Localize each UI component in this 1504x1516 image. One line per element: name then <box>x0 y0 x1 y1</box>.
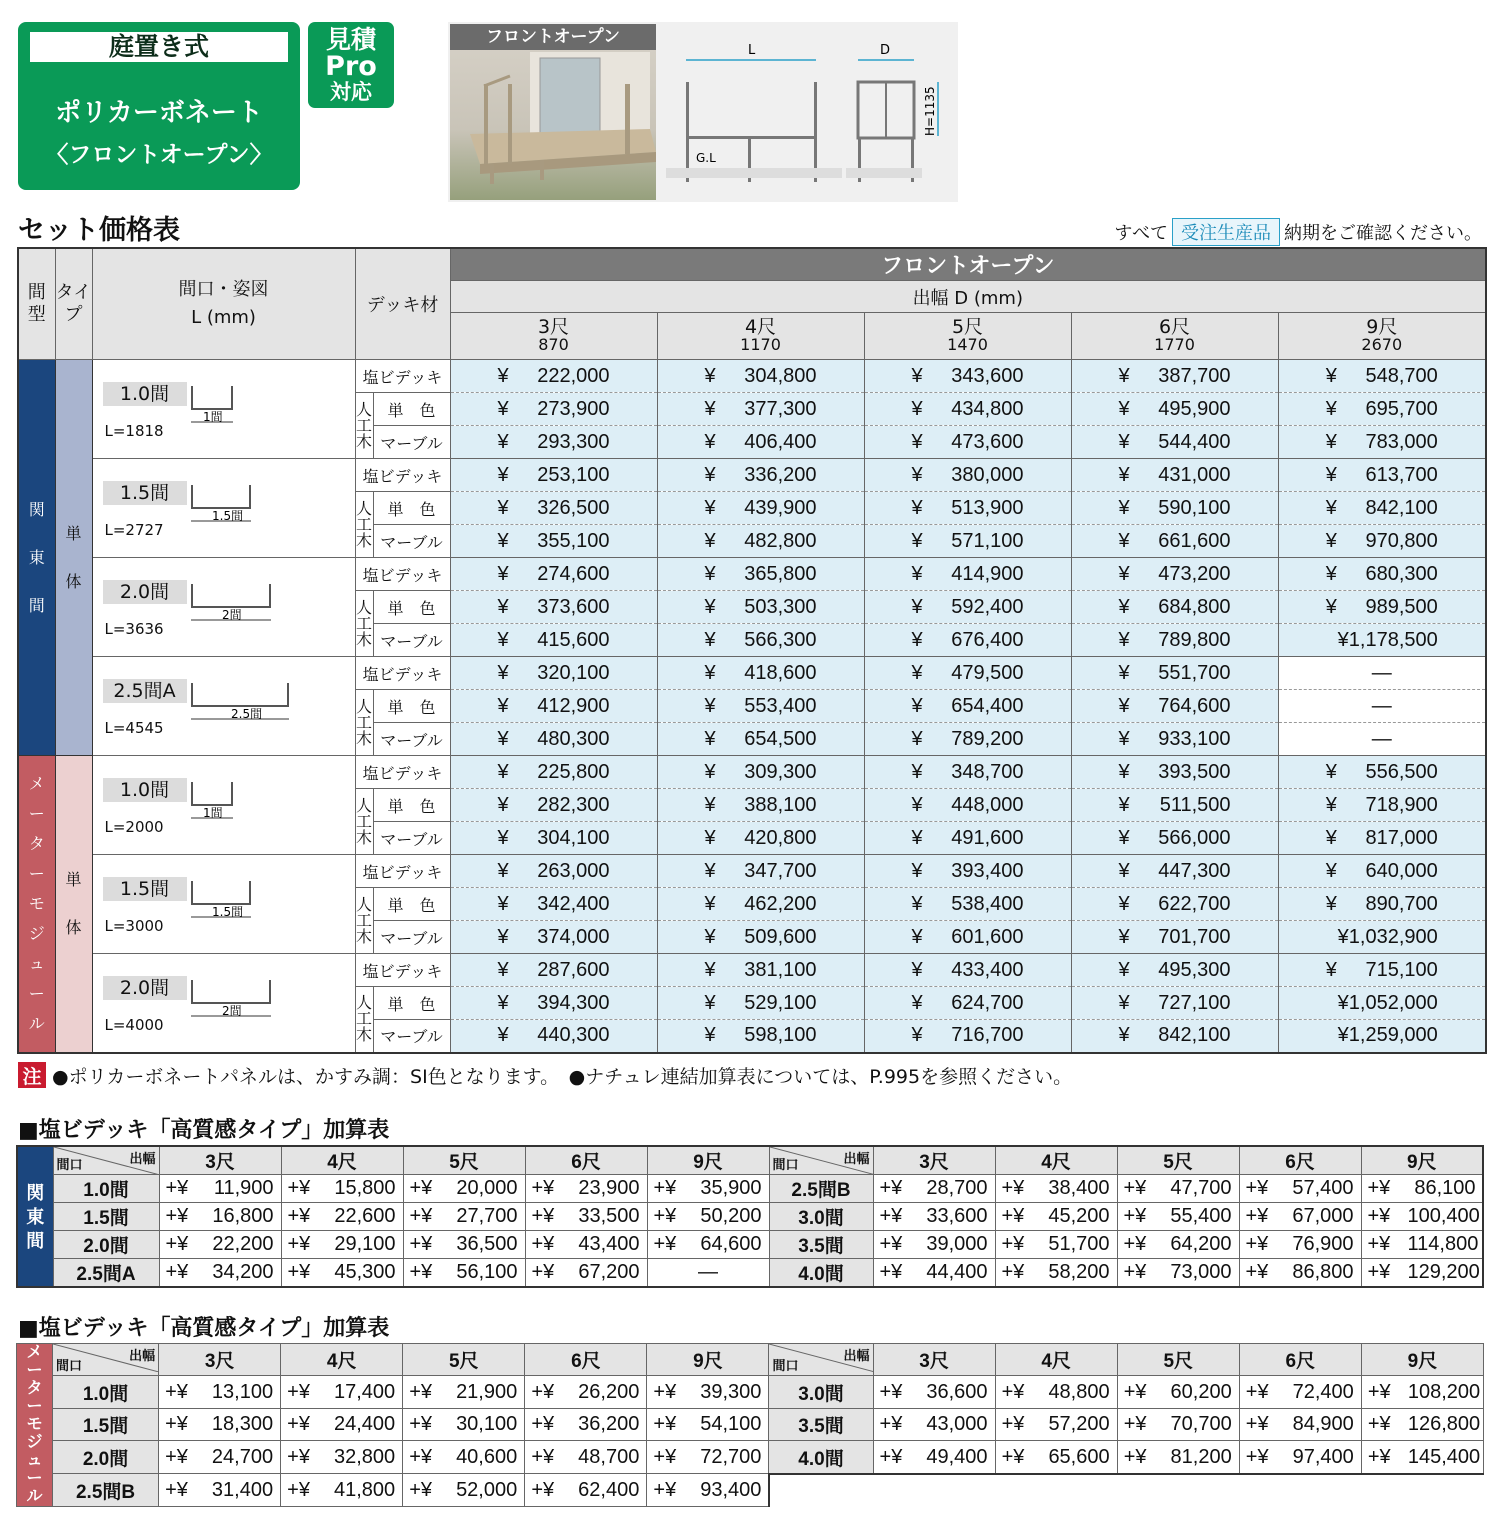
price-cell: ¥ 701,700 <box>1071 921 1278 954</box>
add-table-2-title: ■塩ビデッキ「高質感タイプ」加算表 <box>18 1316 390 1341</box>
add-table-kanto: 関 東 間 出幅 間口 3尺 4尺 5尺 6尺 9尺 出幅 間口 3尺 4尺 5尺 6尺 9尺 1.0間 +¥ 11,900 +¥ 15,800 +¥ 20,000 +¥ 23,900 +¥ 35,900 2.5間B +¥ 28,700 +¥ 38,400 +¥ 47,700 +¥ 57,400 +¥ 86,100 1.5間 +¥ 16,800 +¥ 22,600 +¥ 27,700 +¥ 33,500 +¥ 50,200 3.0間 +¥ 33,600 +¥ 45,200 +¥ 55,400 +¥ 67,000 +¥ 100,400 2.0間 +¥ 22,200 +¥ 29,100 +¥ 36,500 +¥ 43,400 +¥ 64,600 3.5間 +¥ 39,000 +¥ 51,700 +¥ 64,200 +¥ 76,900 +¥ 114,800 2.5間A +¥ 34,200 +¥ 45,300 +¥ 56,100 +¥ 67,200 — 4.0間 +¥ 44,400 +¥ 58,200 +¥ 73,000 +¥ 86,800 +¥ 129,200 <box>16 1145 1484 1288</box>
price-cell: ¥ 613,700 <box>1278 459 1486 492</box>
front-open-header: フロントオープン <box>450 248 1486 281</box>
deck-jinko: 人 工 木 <box>355 393 373 459</box>
price-cell: ¥ 495,300 <box>1071 954 1278 987</box>
price-cell: ¥ 684,800 <box>1071 591 1278 624</box>
price-cell: ¥ 373,600 <box>450 591 657 624</box>
price-cell: ¥ 473,600 <box>864 426 1071 459</box>
price-cell: ¥ 393,400 <box>864 855 1071 888</box>
price-cell: ¥ 842,100 <box>1278 492 1486 525</box>
side-label: 関 東 間 <box>17 1146 53 1287</box>
price-cell: ¥ 556,500 <box>1278 756 1486 789</box>
price-cell: ¥ 377,300 <box>657 393 864 426</box>
corner-cell: 出幅 間口 <box>769 1344 873 1376</box>
price-cell: ¥ 538,400 <box>864 888 1071 921</box>
size-col-0: 3尺 870 <box>450 313 657 360</box>
set-price-table <box>17 247 1487 1054</box>
price-cell: ¥ 365,800 <box>657 558 864 591</box>
price-cell: ¥ 548,700 <box>1278 360 1486 393</box>
price-cell: ¥ 640,000 <box>1278 855 1486 888</box>
svg-text:1.5間: 1.5間 <box>211 509 243 523</box>
estimate-pro-badge: 見積 Pro 対応 <box>308 22 394 108</box>
deck-enbi: 塩ビデッキ <box>355 954 450 987</box>
deck-jinko: 人 工 木 <box>355 591 373 657</box>
add-row: 1.0間 +¥ 13,100 +¥ 17,400 +¥ 21,900 +¥ 26,200 +¥ 39,300 3.0間 +¥ 36,600 +¥ 48,800 +¥ 60,200 +¥ 72,400 +¥ 108,200 <box>17 1376 1484 1408</box>
col-header-tipe: タイプ <box>55 248 92 360</box>
size-col-4: 9尺 2670 <box>1278 313 1486 360</box>
corner-cell: 出幅 間口 <box>53 1344 159 1376</box>
price-cell: ¥ 393,500 <box>1071 756 1278 789</box>
col-header-deck: デッキ材 <box>355 248 450 360</box>
price-cell: ¥ 309,300 <box>657 756 864 789</box>
price-row <box>18 855 1486 888</box>
section-title: セット価格表 <box>18 215 180 246</box>
price-cell: ¥ 415,600 <box>450 624 657 657</box>
dimension-drawing <box>662 26 952 198</box>
price-cell: ¥ 348,700 <box>864 756 1071 789</box>
price-cell: ¥ 551,700 <box>1071 657 1278 690</box>
add-row: 1.5間 +¥ 16,800 +¥ 22,600 +¥ 27,700 +¥ 33,500 +¥ 50,200 3.0間 +¥ 33,600 +¥ 45,200 +¥ 55,400 +¥ 67,000 +¥ 100,400 <box>17 1203 1483 1231</box>
price-cell: ¥ 544,400 <box>1071 426 1278 459</box>
deck-marble: マーブル <box>373 426 450 459</box>
deck-jinko: 人 工 木 <box>355 492 373 558</box>
price-cell: — <box>1278 690 1486 723</box>
size-col-2: 5尺 1470 <box>864 313 1071 360</box>
svg-text:D: D <box>880 43 891 58</box>
price-cell: ¥ 716,700 <box>864 1020 1071 1053</box>
price-cell: ¥ 480,300 <box>450 723 657 756</box>
price-cell: ¥ 727,100 <box>1071 987 1278 1020</box>
deck-tanshoku: 単 色 <box>373 888 450 921</box>
svg-text:1間: 1間 <box>202 410 223 424</box>
width-cell: 1.5間 L=2727 1.5間 <box>92 459 355 558</box>
price-cell: ¥ 654,500 <box>657 723 864 756</box>
price-cell: ¥ 715,100 <box>1278 954 1486 987</box>
price-cell: ¥ 293,300 <box>450 426 657 459</box>
order-note: すべて 受注生産品 納期をご確認ください。 <box>1114 218 1482 246</box>
deck-jinko: 人 工 木 <box>355 987 373 1053</box>
deck-enbi: 塩ビデッキ <box>355 657 450 690</box>
price-cell: ¥ 448,000 <box>864 789 1071 822</box>
price-cell: ¥ 479,500 <box>864 657 1071 690</box>
size-col-3: 6尺 1770 <box>1071 313 1278 360</box>
price-cell: ¥ 495,900 <box>1071 393 1278 426</box>
price-cell: ¥ 503,300 <box>657 591 864 624</box>
deck-jinko: 人 工 木 <box>355 888 373 954</box>
price-cell: ¥ 482,800 <box>657 525 864 558</box>
install-type: 庭置き式 <box>30 32 288 62</box>
svg-text:2.5間: 2.5間 <box>230 707 262 721</box>
price-cell: ¥1,259,000 <box>1278 1020 1486 1053</box>
price-cell: ¥ 420,800 <box>657 822 864 855</box>
product-photo <box>450 24 656 200</box>
price-cell: ¥ 680,300 <box>1278 558 1486 591</box>
price-cell: ¥ 414,900 <box>864 558 1071 591</box>
add-table-meter: メ ー タ ー モ ジ ュ ー ル 出幅 間口 3尺 4尺 5尺 6尺 9尺 出幅 間口 3尺 4尺 5尺 6尺 9尺 1.0間 +¥ 13,100 +¥ 17,400 +¥ 21,900 +¥ 26,200 +¥ 39,300 3.0間 +¥ 36,600 +¥ 48,800 +¥ 60,200 +¥ 72,400 +¥ 108,200 1.5間 +¥ 18,300 +¥ 24,400 +¥ 30,100 +¥ 36,200 +¥ 54,100 3.5間 +¥ 43,000 +¥ 57,200 +¥ 70,700 +¥ 84,900 +¥ 126,800 2.0間 +¥ 24,700 +¥ 32,800 +¥ 40,600 +¥ 48,700 +¥ 72,700 4.0間 +¥ 49,400 +¥ 65,600 +¥ 81,200 +¥ 97,400 +¥ 145,400 2.5間B +¥ 31,400 +¥ 41,800 +¥ 52,000 +¥ 62,400 +¥ 93,400 <box>16 1343 1484 1507</box>
price-cell: ¥ 789,800 <box>1071 624 1278 657</box>
deck-enbi: 塩ビデッキ <box>355 459 450 492</box>
col-header-width: 間口・姿図 L (mm) <box>92 248 355 360</box>
svg-text:G.L: G.L <box>696 151 716 165</box>
corner-cell: 出幅 間口 <box>769 1146 873 1175</box>
add-row: 2.5間B +¥ 31,400 +¥ 41,800 +¥ 52,000 +¥ 62,400 +¥ 93,400 <box>17 1474 1484 1507</box>
elevation-figure <box>189 675 299 735</box>
price-cell: — <box>1278 723 1486 756</box>
price-cell: ¥ 406,400 <box>657 426 864 459</box>
price-cell: ¥ 336,200 <box>657 459 864 492</box>
price-cell: ¥ 970,800 <box>1278 525 1486 558</box>
price-cell: ¥ 222,000 <box>450 360 657 393</box>
price-cell: ¥ 592,400 <box>864 591 1071 624</box>
price-cell: ¥ 590,100 <box>1071 492 1278 525</box>
price-cell: ¥ 529,100 <box>657 987 864 1020</box>
deck-tanshoku: 単 色 <box>373 789 450 822</box>
deck-marble: マーブル <box>373 624 450 657</box>
price-cell: ¥ 320,100 <box>450 657 657 690</box>
price-cell: ¥ 431,000 <box>1071 459 1278 492</box>
price-cell: ¥ 764,600 <box>1071 690 1278 723</box>
elevation-figure <box>189 774 299 834</box>
add-row: 2.0間 +¥ 24,700 +¥ 32,800 +¥ 40,600 +¥ 48,700 +¥ 72,700 4.0間 +¥ 49,400 +¥ 65,600 +¥ 81,200 +¥ 97,400 +¥ 145,400 <box>17 1441 1484 1474</box>
deck-enbi: 塩ビデッキ <box>355 855 450 888</box>
price-row <box>18 657 1486 690</box>
side-label: メ ー タ ー モ ジ ュ ー ル <box>17 1344 53 1507</box>
add-row: 1.0間 +¥ 11,900 +¥ 15,800 +¥ 20,000 +¥ 23,900 +¥ 35,900 2.5間B +¥ 28,700 +¥ 38,400 +¥ 47,700 +¥ 57,400 +¥ 86,100 <box>17 1175 1483 1203</box>
price-cell: — <box>1278 657 1486 690</box>
price-cell: ¥ 513,900 <box>864 492 1071 525</box>
group-0-type: 単 体 <box>55 360 92 756</box>
material-label: ポリカーボネート <box>55 98 263 128</box>
width-cell: 1.0間 L=2000 1間 <box>92 756 355 855</box>
price-cell: ¥1,178,500 <box>1278 624 1486 657</box>
group-1-type: 単 体 <box>55 756 92 1053</box>
price-cell: ¥ 412,900 <box>450 690 657 723</box>
price-cell: ¥ 989,500 <box>1278 591 1486 624</box>
price-cell: ¥ 381,100 <box>657 954 864 987</box>
svg-text:2間: 2間 <box>221 1004 242 1018</box>
col-header-type: 間型 <box>18 248 55 360</box>
price-cell: ¥ 842,100 <box>1071 1020 1278 1053</box>
svg-text:H=1135: H=1135 <box>923 86 937 136</box>
price-cell: ¥ 343,600 <box>864 360 1071 393</box>
depth-header: 出幅 D (mm) <box>450 281 1486 313</box>
deck-tanshoku: 単 色 <box>373 393 450 426</box>
price-cell: ¥ 783,000 <box>1278 426 1486 459</box>
price-cell: ¥ 380,000 <box>864 459 1071 492</box>
price-cell: ¥ 553,400 <box>657 690 864 723</box>
price-cell: ¥ 598,100 <box>657 1020 864 1053</box>
width-cell: 1.0間 L=1818 1間 <box>92 360 355 459</box>
price-cell: ¥ 263,000 <box>450 855 657 888</box>
add-table-1-title: ■塩ビデッキ「高質感タイプ」加算表 <box>18 1118 390 1143</box>
price-cell: ¥ 374,000 <box>450 921 657 954</box>
deck-enbi: 塩ビデッキ <box>355 360 450 393</box>
price-cell: ¥ 304,100 <box>450 822 657 855</box>
deck-tanshoku: 単 色 <box>373 987 450 1020</box>
price-cell: ¥ 394,300 <box>450 987 657 1020</box>
deck-jinko: 人 工 木 <box>355 789 373 855</box>
price-cell: ¥ 571,100 <box>864 525 1071 558</box>
elevation-figure <box>189 576 299 636</box>
width-cell: 2.5間A L=4545 2.5間 <box>92 657 355 756</box>
photo-title: フロントオープン <box>450 24 656 50</box>
price-cell: ¥ 388,100 <box>657 789 864 822</box>
group-1-name: メ ー タ ー モ ジ ュ ー ル <box>18 756 55 1053</box>
deck-marble: マーブル <box>373 723 450 756</box>
price-row <box>18 954 1486 987</box>
price-cell: ¥ 273,900 <box>450 393 657 426</box>
price-cell: ¥ 566,300 <box>657 624 864 657</box>
width-cell: 2.0間 L=4000 2間 <box>92 954 355 1053</box>
deck-jinko: 人 工 木 <box>355 690 373 756</box>
price-cell: ¥ 601,600 <box>864 921 1071 954</box>
corner-cell: 出幅 間口 <box>53 1146 159 1175</box>
price-row <box>18 558 1486 591</box>
price-cell: ¥ 355,100 <box>450 525 657 558</box>
price-cell: ¥ 695,700 <box>1278 393 1486 426</box>
price-cell: ¥1,032,900 <box>1278 921 1486 954</box>
elevation-figure <box>189 378 299 438</box>
price-cell: ¥ 661,600 <box>1071 525 1278 558</box>
deck-marble: マーブル <box>373 1020 450 1053</box>
svg-text:2間: 2間 <box>221 608 242 622</box>
opening-label: 〈フロントオープン〉 <box>45 142 273 168</box>
size-col-1: 4尺 1170 <box>657 313 864 360</box>
deck-tanshoku: 単 色 <box>373 690 450 723</box>
deck-marble: マーブル <box>373 921 450 954</box>
deck-marble: マーブル <box>373 822 450 855</box>
price-cell: ¥ 933,100 <box>1071 723 1278 756</box>
deck-marble: マーブル <box>373 525 450 558</box>
price-cell: ¥ 624,700 <box>864 987 1071 1020</box>
svg-text:1.5間: 1.5間 <box>211 905 243 919</box>
price-cell: ¥1,052,000 <box>1278 987 1486 1020</box>
price-cell: ¥ 347,700 <box>657 855 864 888</box>
svg-text:L: L <box>748 43 756 58</box>
price-cell: ¥ 304,800 <box>657 360 864 393</box>
price-cell: ¥ 676,400 <box>864 624 1071 657</box>
price-cell: ¥ 225,800 <box>450 756 657 789</box>
price-cell: ¥ 253,100 <box>450 459 657 492</box>
price-cell: ¥ 447,300 <box>1071 855 1278 888</box>
price-cell: ¥ 817,000 <box>1278 822 1486 855</box>
elevation-figure <box>189 477 299 537</box>
elevation-figure <box>189 972 299 1032</box>
made-to-order-tag: 受注生産品 <box>1172 218 1280 246</box>
deck-enbi: 塩ビデッキ <box>355 558 450 591</box>
elevation-figure <box>189 873 299 933</box>
deck-tanshoku: 単 色 <box>373 492 450 525</box>
product-illustration <box>448 22 958 202</box>
price-cell: ¥ 566,000 <box>1071 822 1278 855</box>
price-cell: ¥ 890,700 <box>1278 888 1486 921</box>
note-mark: 注 <box>18 1062 46 1088</box>
svg-text:1間: 1間 <box>202 806 223 820</box>
footnote: 注 ●ポリカーボネートパネルは、かすみ調：SI色となります。 ●ナチュレ連結加算表については、P.995を参照ください。 <box>18 1062 1072 1089</box>
price-cell: ¥ 491,600 <box>864 822 1071 855</box>
price-cell: ¥ 462,200 <box>657 888 864 921</box>
add-row: 2.5間A +¥ 34,200 +¥ 45,300 +¥ 56,100 +¥ 67,200 — 4.0間 +¥ 44,400 +¥ 58,200 +¥ 73,000 +¥ 86,800 +¥ 129,200 <box>17 1259 1483 1288</box>
deck-enbi: 塩ビデッキ <box>355 756 450 789</box>
price-cell: ¥ 789,200 <box>864 723 1071 756</box>
price-cell: ¥ 511,500 <box>1071 789 1278 822</box>
group-0-name: 関 東 間 <box>18 360 55 756</box>
price-cell: ¥ 274,600 <box>450 558 657 591</box>
price-cell: ¥ 434,800 <box>864 393 1071 426</box>
price-cell: ¥ 418,600 <box>657 657 864 690</box>
price-cell: ¥ 433,400 <box>864 954 1071 987</box>
price-row <box>18 756 1486 789</box>
price-cell: ¥ 509,600 <box>657 921 864 954</box>
price-cell: ¥ 387,700 <box>1071 360 1278 393</box>
add-row: 1.5間 +¥ 18,300 +¥ 24,400 +¥ 30,100 +¥ 36,200 +¥ 54,100 3.5間 +¥ 43,000 +¥ 57,200 +¥ 70,700 +¥ 84,900 +¥ 126,800 <box>17 1408 1484 1440</box>
price-row <box>18 360 1486 393</box>
price-cell: ¥ 473,200 <box>1071 558 1278 591</box>
width-cell: 1.5間 L=3000 1.5間 <box>92 855 355 954</box>
price-cell: ¥ 622,700 <box>1071 888 1278 921</box>
deck-tanshoku: 単 色 <box>373 591 450 624</box>
price-row <box>18 459 1486 492</box>
add-row: 2.0間 +¥ 22,200 +¥ 29,100 +¥ 36,500 +¥ 43,400 +¥ 64,600 3.5間 +¥ 39,000 +¥ 51,700 +¥ 64,200 +¥ 76,900 +¥ 114,800 <box>17 1231 1483 1259</box>
price-cell: ¥ 718,900 <box>1278 789 1486 822</box>
width-cell: 2.0間 L=3636 2間 <box>92 558 355 657</box>
price-cell: ¥ 342,400 <box>450 888 657 921</box>
price-cell: ¥ 287,600 <box>450 954 657 987</box>
price-cell: ¥ 282,300 <box>450 789 657 822</box>
price-cell: ¥ 439,900 <box>657 492 864 525</box>
price-cell: ¥ 440,300 <box>450 1020 657 1053</box>
price-cell: ¥ 326,500 <box>450 492 657 525</box>
price-cell: ¥ 654,400 <box>864 690 1071 723</box>
product-badge <box>18 22 300 190</box>
